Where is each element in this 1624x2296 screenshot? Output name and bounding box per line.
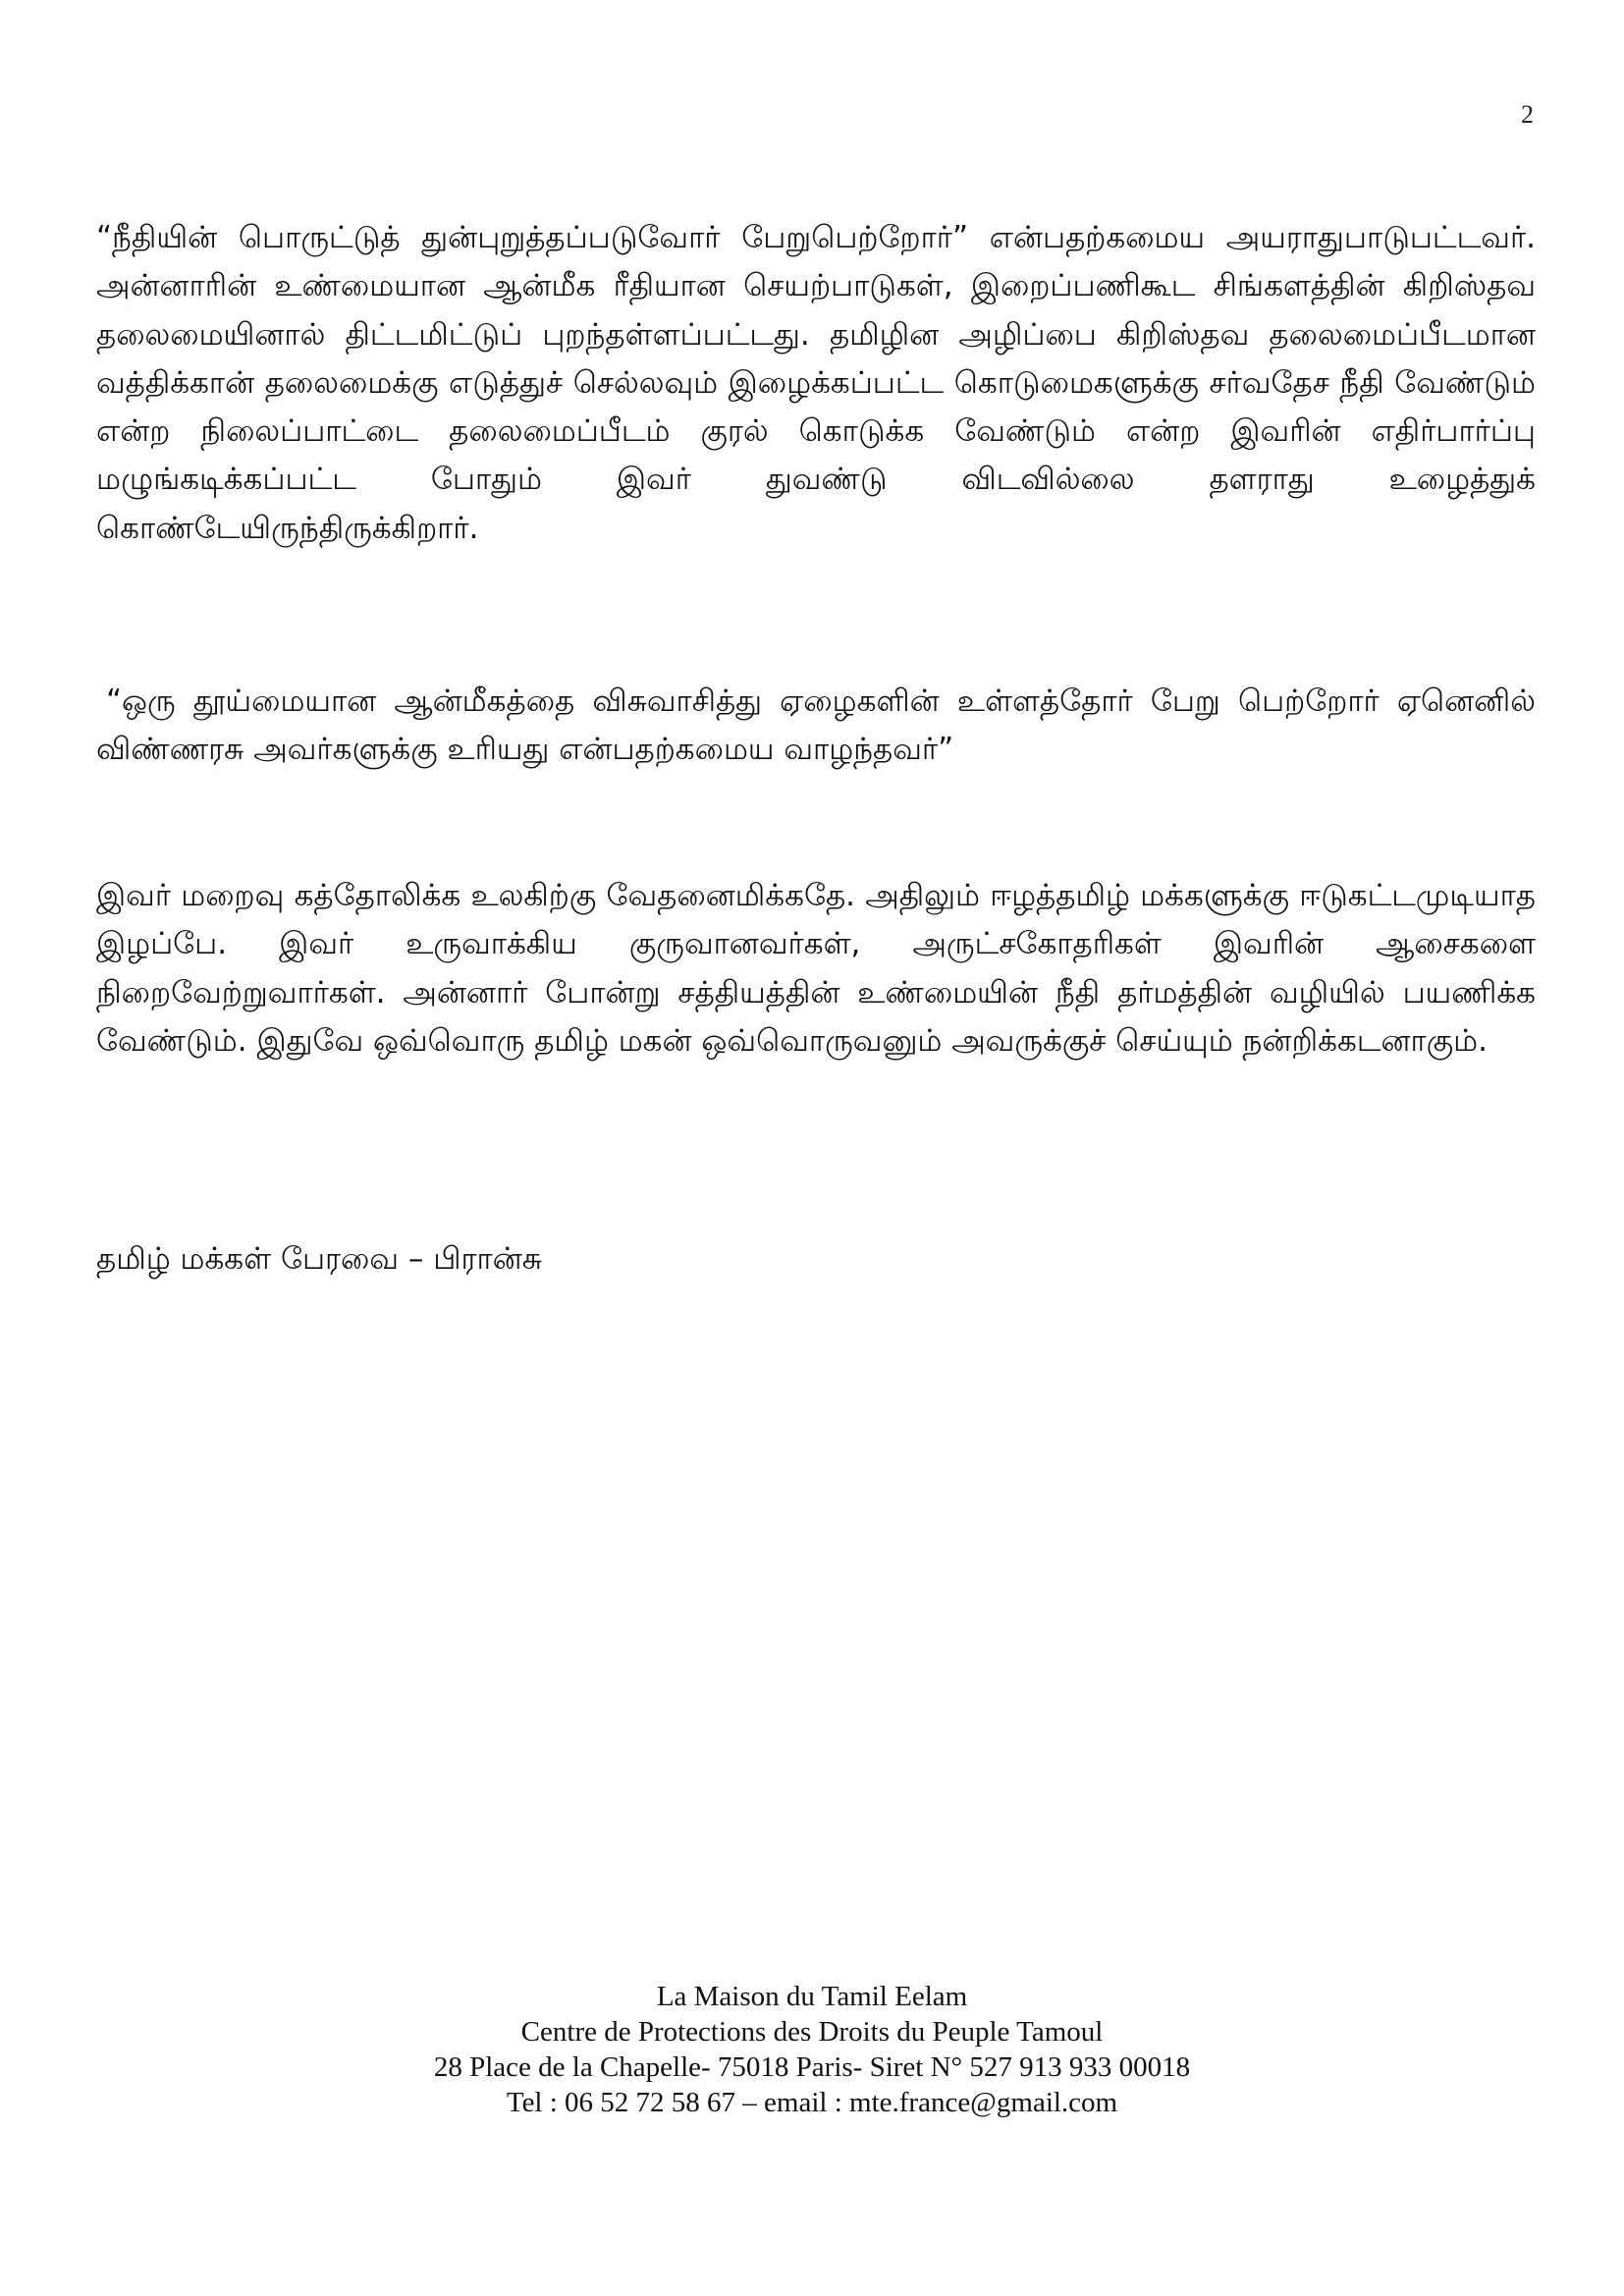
- footer-subtitle: Centre de Protections des Droits du Peuple Tamoul: [520, 2016, 1104, 2048]
- page-number: 2: [1521, 100, 1534, 129]
- footer: [0, 1979, 1624, 2120]
- footer-contact: Tel : 06 52 72 58 67 – email : mte.france@gmail.com: [506, 2087, 1118, 2118]
- signature: தமிழ் மக்கள் பேரவை – பிரான்சு: [96, 1241, 543, 1277]
- footer-organization: La Maison du Tamil Eelam: [656, 1981, 968, 2012]
- paragraph-2-quote: “ஒரு தூய்மையான ஆன்மீகத்தை விசுவாசித்து ஏழைகளின் உள்ளத்தோர் பேறு பெற்றோர் ஏனெனில் விண்ணரசு அவர்களுக்கு உரியது என்பதற்கமைய வாழந்தவர்”: [96, 683, 1536, 768]
- paragraph-3: இவர் மறைவு கத்தோலிக்க உலகிற்கு வேதனைமிக்கதே. அதிலும் ஈழத்தமிழ் மக்களுக்கு ஈடுகட்டமுடியாத இழப்பே. இவர் உருவாக்கிய குருவானவர்கள், அருட்சகோதரிகள் இவரின் ஆசைகளை நிறைவேற்றுவார்கள். அன்னார் போன்று சத்தியத்தின் உண்மையின் நீதி தர்மத்தின் வழியில் பயணிக்க வேண்டும். இதுவே ஒவ்வொரு தமிழ் மகன் ஒவ்வொருவனும் அவருக்குச் செய்யும் நன்றிக்கடனாகும்.: [96, 878, 1536, 1059]
- paragraph-1: “நீதியின் பொருட்டுத் துன்புறுத்தப்படுவோர் பேறுபெற்றோர்” என்பதற்கமைய அயராதுபாடுபட்டவர். அன்னாரின் உண்மையான ஆன்மீக ரீதியான செயற்பாடுகள், இறைப்பணிகூட சிங்களத்தின் கிறிஸ்தவ தலைமையினால் திட்டமிட்டுப் புறந்தள்ளப்பட்டது. தமிழின அழிப்பை கிறிஸ்தவ தலைமைப்பீடமான வத்திக்கான் தலைமைக்கு எடுத்துச் செல்லவும் இழைக்கப்பட்ட கொடுமைகளுக்கு சர்வதேச நீதி வேண்டும் என்ற நிலைப்பாட்டை தலைமைப்பீடம் குரல் கொடுக்க வேண்டும் என்ற இவரின் எதிர்பார்ப்பு மழுங்கடிக்கப்பட்ட போதும் இவர் துவண்டு விடவில்லை தளராது உழைத்துக் கொண்டேயிருந்திருக்கிறார்.: [96, 220, 1536, 546]
- footer-address: 28 Place de la Chapelle- 75018 Paris- Siret N° 527 913 933 00018: [433, 2051, 1191, 2083]
